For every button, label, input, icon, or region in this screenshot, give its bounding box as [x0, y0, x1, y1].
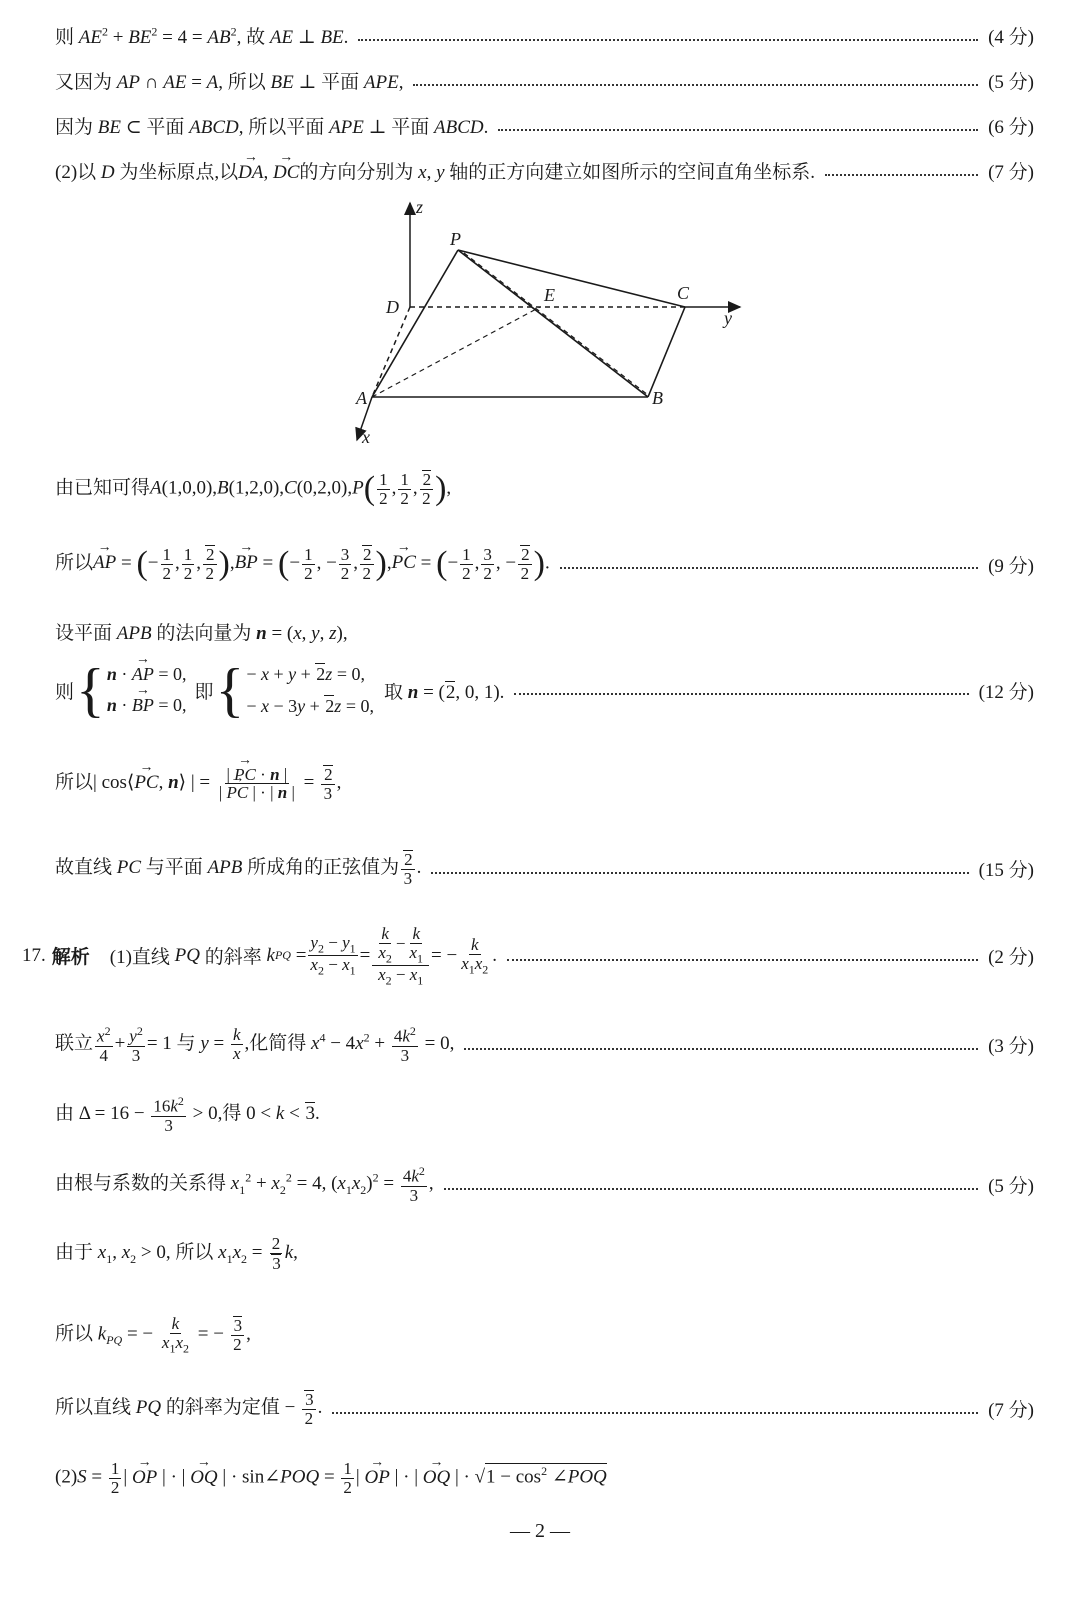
leader-dots	[413, 84, 978, 86]
coordinates-line: 由已知可得A(1,0,0),B(1,2,0),C(0,2,0),P( $\frac{1}{2}$ , $\frac{1}{2}$ , $\frac{2}{2}$ ),	[55, 469, 452, 508]
label-y: y	[724, 308, 732, 328]
label-x: x	[362, 427, 370, 447]
q17-slope-line: 17. 解析 (1)直线 PQ 的斜率 k PQ = $\frac{y_2 - y_1}{x_2 - x_1}$ = $\frac{k}{x_2}$ − $\frac{k}{x_1}$ $x_2 - x_1$ = − $\frac{k}{x_1x_2}$ . (2 分)	[22, 924, 1034, 988]
slope-value-line: 所以 $k_{PQ}$ = − $\frac{k}{x_1x_2}$ = − $\frac{3}{2}$ ,	[55, 1314, 251, 1356]
coordinate-figure	[330, 195, 760, 455]
leader-dots	[825, 174, 978, 176]
label-P: P	[450, 229, 461, 249]
q17-system-line: 联立 $\frac{x^2}{4}$ + $\frac{y^2}{3}$ = 1 与 y = $\frac{k}{x}$ ,化简得 $x^4 - 4x^2$ + $\frac{4k^2}{3}$ = 0, (3 分)	[55, 1024, 1034, 1065]
leader-dots	[498, 129, 978, 131]
leader-dots	[560, 567, 978, 569]
label-z: z	[416, 197, 424, 217]
leader-dots	[464, 1048, 978, 1050]
label-B: B	[652, 388, 663, 408]
score-mark: (5 分)	[988, 1176, 1034, 1198]
leader-dots	[332, 1412, 978, 1414]
product-line: 由于 $x_1$, $x_2 > 0$, 所以 $x_1x_2$ = $\frac{2}{3}$ k,	[55, 1234, 298, 1273]
segment-AE	[372, 307, 540, 397]
cosine-line: 所以| cos⟨→ PC, n⟩ | = $\frac{| \to PC \cdot n |}{| \to PC | \cdot | n |}$ = $\frac{2}{3}$ ,	[55, 765, 341, 803]
vieta-line: 由根与系数的关系得 $x_1^2 + x_2^2 = 4$, $(x_1x_2)^2$ = $\frac{4k^2}{3}$ , (5 分)	[55, 1164, 1034, 1205]
constant-slope-line: 所以直线 PQ 的斜率为定值 − $\frac{3}{2}$ . (7 分)	[55, 1390, 1034, 1428]
normal-vector-line: 设平面 APB 的法向量为 n = (x, y, z),	[55, 623, 348, 644]
edge-PC	[458, 250, 685, 307]
edge-BC	[648, 307, 685, 397]
proof-line-3: 因为 BE ⊂ 平面 ABCD, 所以平面 APE ⊥ 平面 ABCD. (6 分)	[55, 112, 1034, 139]
score-mark: (3 分)	[988, 1036, 1034, 1058]
score-mark: (9 分)	[988, 555, 1034, 577]
x-axis-hidden	[372, 307, 410, 397]
label-E: E	[544, 285, 555, 305]
vectors-line: 所以→ AP = (− $\frac{1}{2}$ , $\frac{1}{2}$ , $\frac{2}{2}$ ),→ BP = (− $\frac{1}{2}$ , − $\frac{3}{2}$ , $\frac{2}{2}$ ),→ PC = (− $\frac{1}{2}$ , $\frac{3}{2}$ , − $\frac{2}{2}$ ). (9 分)	[55, 545, 1034, 583]
proof-line-1: 则 $AE^2 + BE^2 = 4 = AB^2$, 故 AE ⊥ BE. (4 分)	[55, 22, 1034, 49]
discriminant-line: 由 Δ = 16 − $\frac{16k^2}{3}$ > 0,得 0 < k < 3.	[55, 1094, 320, 1135]
leader-dots	[444, 1188, 978, 1190]
proof-line-2: 又因为 AP ∩ AE = A, 所以 BE ⊥ 平面 APE, (5 分)	[55, 67, 1034, 94]
leader-dots	[507, 959, 978, 961]
page-number: — 2 —	[510, 1520, 570, 1542]
area-formula-line: (2)S = $\frac{1}{2}$ | → OP | · | → OQ | · sin∠POQ = $\frac{1}{2}$ | → OP | · | → OQ | · $√1 - \cos^2$ ∠POQ	[55, 1460, 607, 1497]
system-line: 则 { n · → AP = 0, n · → BP = 0, 即 { − x + y + 2z = 0, − x − 3y + 2z = 0, 取 n = (2, 0, 1). (12 分)	[55, 660, 1034, 720]
score-mark: (12 分)	[978, 681, 1034, 703]
score-mark: (4 分)	[988, 27, 1034, 48]
score-mark: (15 分)	[978, 860, 1034, 882]
label-C: C	[677, 283, 690, 303]
question-number: 17.	[22, 944, 46, 966]
leader-dots	[514, 693, 968, 695]
edge-PA	[372, 250, 458, 397]
score-mark: (7 分)	[988, 162, 1034, 183]
label-A: A	[356, 388, 367, 408]
score-mark: (6 分)	[988, 117, 1034, 138]
leader-dots	[431, 872, 968, 874]
final-answer-line: 故直线 PC 与平面 APB 所成角的正弦值为 $\frac{2}{3}$ . (15 分)	[55, 850, 1034, 888]
proof-line-4: (2)以 D 为坐标原点,以→ DA, → DC的方向分别为 x, y 轴的正方向建立如图所示的空间直角坐标系. (7 分)	[55, 157, 1034, 184]
analysis-label: 解析	[51, 947, 90, 969]
leader-dots	[358, 39, 978, 41]
label-D: D	[386, 297, 399, 317]
score-mark: (5 分)	[988, 72, 1034, 93]
score-mark: (2 分)	[988, 947, 1034, 969]
score-mark: (7 分)	[988, 1400, 1034, 1422]
edge-PB	[458, 250, 648, 397]
